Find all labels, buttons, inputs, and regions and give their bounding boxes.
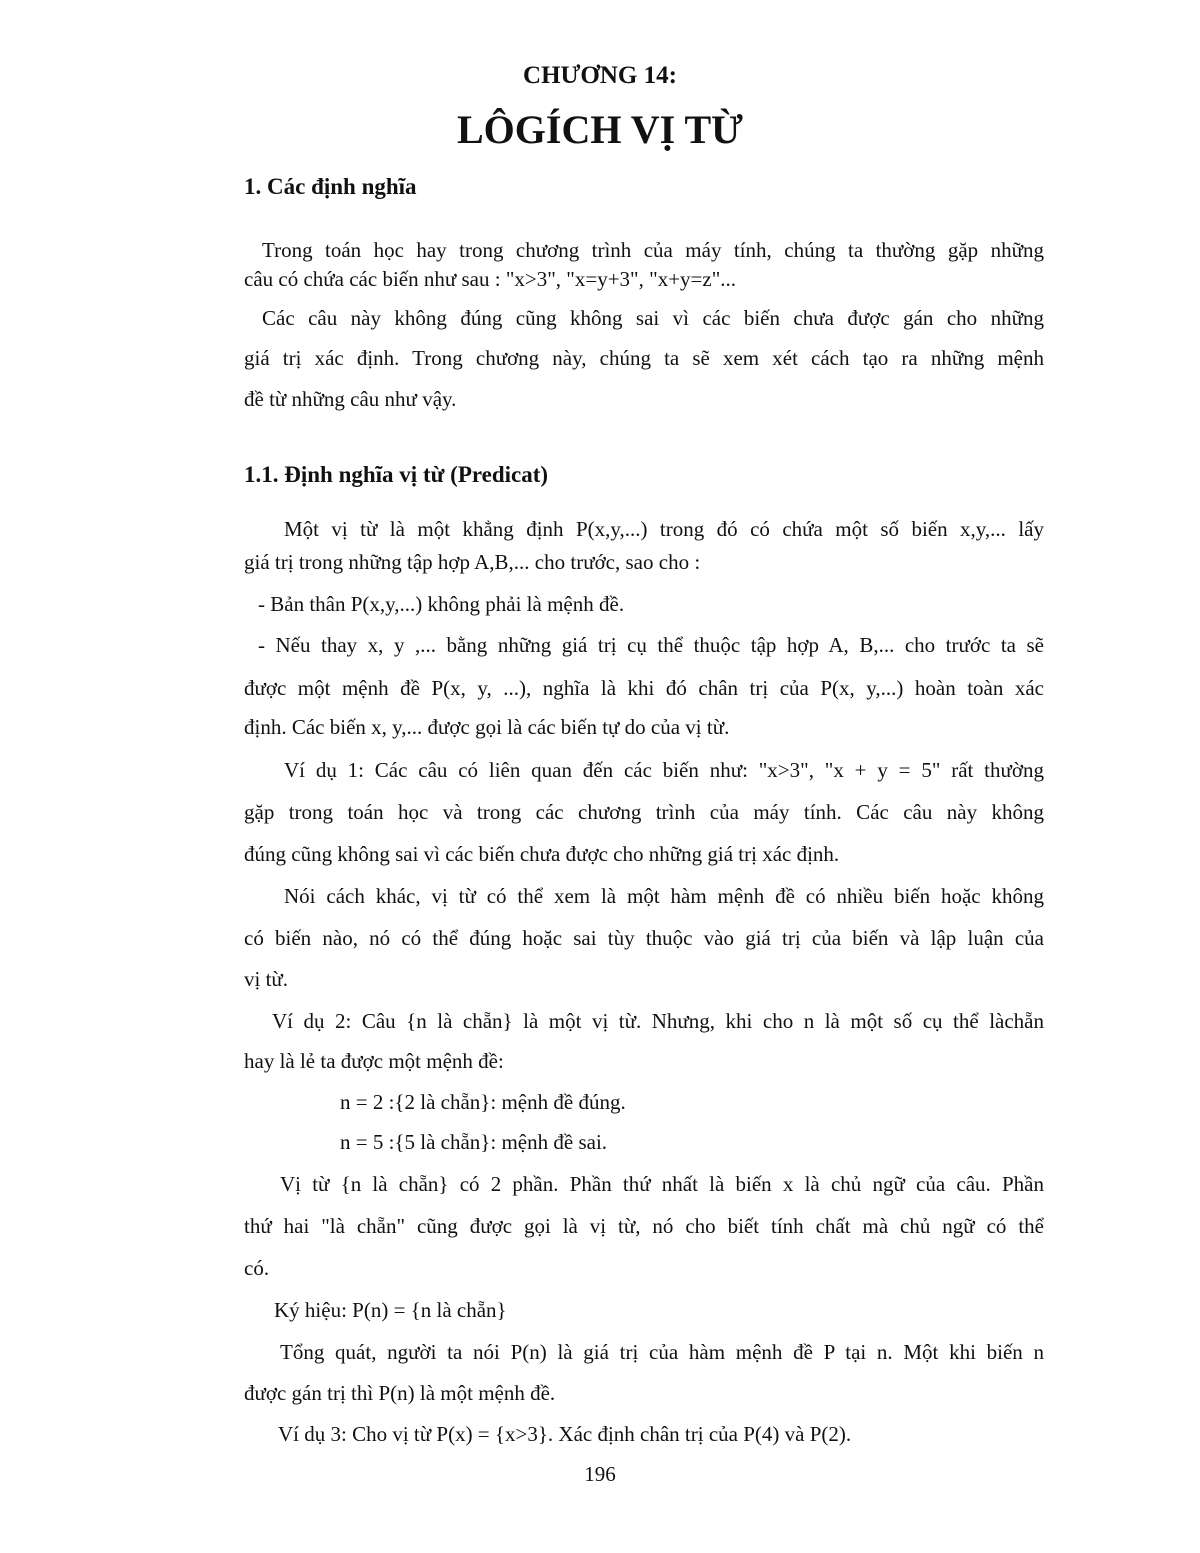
paragraph-line: câu có chứa các biến như sau : "x>3", "x=y+3", "x+y=z"... <box>244 267 737 291</box>
paragraph-line: - Bản thân P(x,y,...) không phải là mệnh đề. <box>258 592 625 616</box>
paragraph-line: được gán trị thì P(n) là một mệnh đề. <box>244 1381 556 1405</box>
paragraph-line: Ký hiệu: P(n) = {n là chẵn} <box>274 1298 507 1322</box>
paragraph-line: vị từ. <box>244 967 289 991</box>
paragraph-line: giá trị xác định. Trong chương này, chúng ta sẽ xem xét cách tạo ra những mệnh <box>244 346 1044 370</box>
paragraph-line: có. <box>244 1256 270 1280</box>
paragraph-line: đề từ những câu như vậy. <box>244 387 457 411</box>
chapter-title: LÔGÍCH VỊ TỪ <box>457 107 743 152</box>
paragraph-line: giá trị trong những tập hợp A,B,... cho trước, sao cho : <box>244 550 701 574</box>
chapter-label: CHƯƠNG 14: <box>523 62 677 89</box>
paragraph-line: Ví dụ 3: Cho vị từ P(x) = {x>3}. Xác định chân trị của P(4) và P(2). <box>278 1422 852 1446</box>
section-1-1-heading: 1.1. Định nghĩa vị từ (Predicat) <box>244 462 549 487</box>
paragraph-line: thứ hai "là chẵn" cũng được gọi là vị từ, nó cho biết tính chất mà chủ ngữ có thể <box>244 1214 1044 1238</box>
paragraph-line: Ví dụ 1: Các câu có liên quan đến các biến như: "x>3", "x + y = 5" rất thường <box>284 758 1044 782</box>
paragraph-line: gặp trong toán học và trong các chương trình của máy tính. Các câu này không <box>244 800 1044 824</box>
paragraph-line: hay là lẻ ta được một mệnh đề: <box>244 1049 504 1073</box>
paragraph-line: Ví dụ 2: Câu {n là chẵn} là một vị từ. Nhưng, khi cho n là một số cụ thể làchẵn <box>272 1009 1044 1033</box>
paragraph-line: Các câu này không đúng cũng không sai vì các biến chưa được gán cho những <box>262 306 1044 330</box>
paragraph-line: có biến nào, nó có thể đúng hoặc sai tùy thuộc vào giá trị của biến và lập luận của <box>244 926 1044 950</box>
paragraph-line: - Nếu thay x, y ,... bằng những giá trị cụ thể thuộc tập hợp A, B,... cho trước ta sẽ <box>258 633 1044 657</box>
page-number: 196 <box>584 1462 616 1486</box>
section-1-heading: 1. Các định nghĩa <box>244 174 417 199</box>
paragraph-line: n = 2 :{2 là chẵn}: mệnh đề đúng. <box>340 1090 626 1114</box>
paragraph-line: Trong toán học hay trong chương trình của máy tính, chúng ta thường gặp những <box>262 238 1044 262</box>
paragraph-line: định. Các biến x, y,... được gọi là các biến tự do của vị từ. <box>244 715 730 739</box>
paragraph-line: đúng cũng không sai vì các biến chưa được cho những giá trị xác định. <box>244 842 840 866</box>
paragraph-line: Tổng quát, người ta nói P(n) là giá trị của hàm mệnh đề P tại n. Một khi biến n <box>280 1340 1044 1364</box>
paragraph-line: Nói cách khác, vị từ có thể xem là một hàm mệnh đề có nhiều biến hoặc không <box>284 884 1044 908</box>
paragraph-line: Một vị từ là một khẳng định P(x,y,...) trong đó có chứa một số biến x,y,... lấy <box>284 517 1044 541</box>
paragraph-line: Vị từ {n là chẵn} có 2 phần. Phần thứ nhất là biến x là chủ ngữ của câu. Phần <box>280 1172 1044 1196</box>
paragraph-line: được một mệnh đề P(x, y, ...), nghĩa là khi đó chân trị của P(x, y,...) hoàn toàn xác <box>244 676 1044 700</box>
paragraph-line: n = 5 :{5 là chẵn}: mệnh đề sai. <box>340 1130 608 1154</box>
